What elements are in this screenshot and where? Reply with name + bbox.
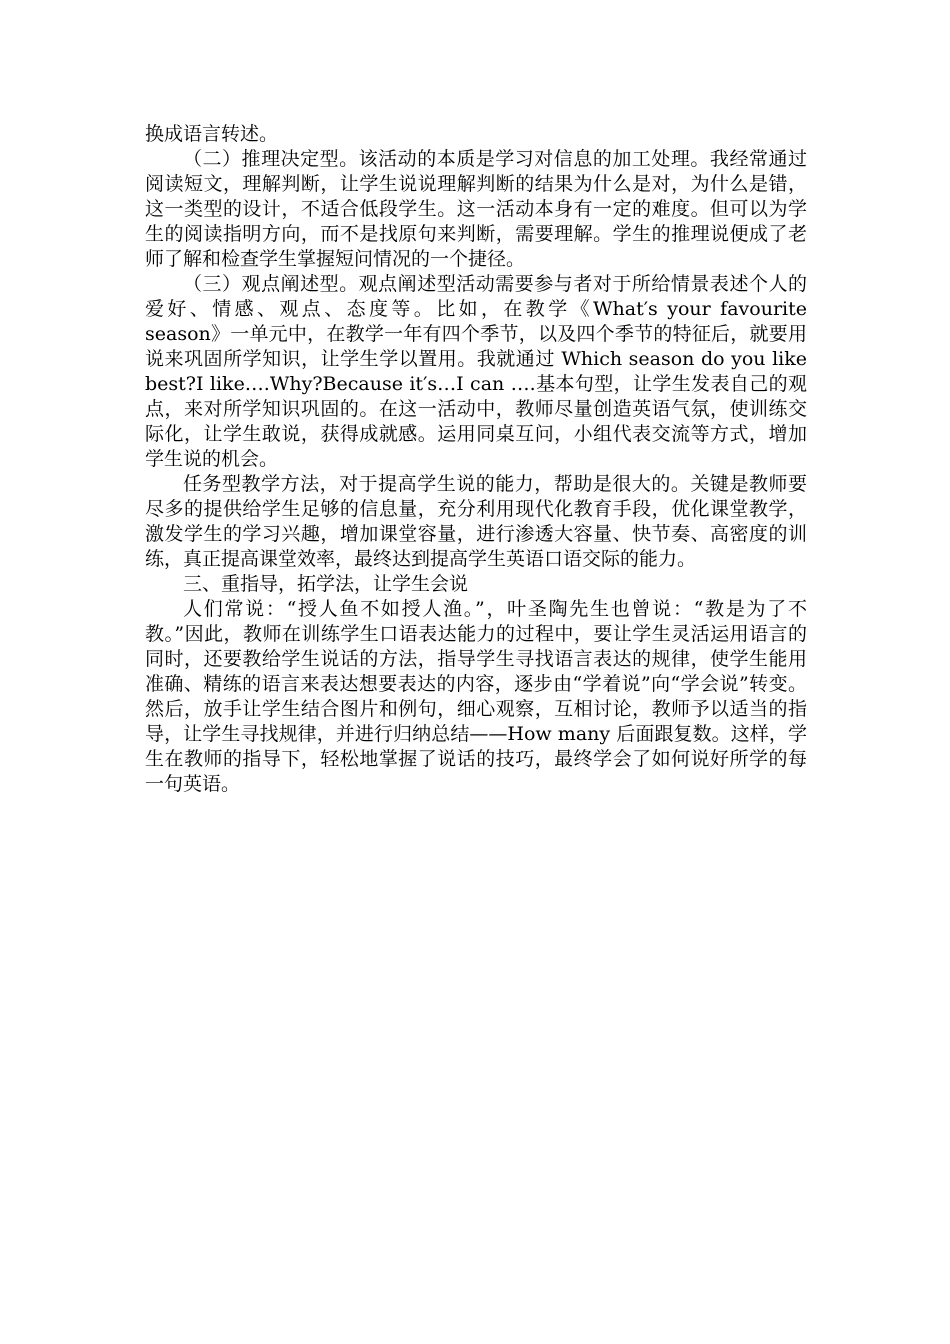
paragraph-4: 任务型教学方法，对于提高学生说的能力，帮助是很大的。关键是教师要尽多的提供给学生足够的信息量，充分利用现代化教育手段，优化课堂教学，激发学生的学习兴趣，增加课堂容量，进行渗透大容量、快节奏、高密度的训练，真正提高课堂效率，最终达到提高学生英语口语交际的能力。: [145, 473, 807, 570]
paragraph-5: 人们常说：“授人鱼不如授人渔。”，叶圣陶先生也曾说：“教是为了不教。”因此，教师在训练学生口语表达能力的过程中，要让学生灵活运用语言的同时，还要教给学生说话的方法，指导学生寻找语言表达的规律，使学生能用准确、精练的语言来表达想要表达的内容，逐步由“学着说”向“学会说”转变。然后，放手让学生结合图片和例句，细心观察，互相讨论，教师予以适当的指导，让学生寻找规律，并进行归纳总结——How many 后面跟复数。这样，学生在教师的指导下，轻松地掌握了说话的技巧，最终学会了如何说好所学的每一句英语。: [145, 598, 807, 795]
paragraph-2: （二）推理决定型。该活动的本质是学习对信息的加工处理。我经常通过阅读短文，理解判断，让学生说说理解判断的结果为什么是对，为什么是错，这一类型的设计，不适合低段学生。这一活动本身有一定的难度。但可以为学生的阅读指明方向，而不是找原句来判断，需要理解。学生的推理说便成了老师了解和检查学生掌握短问情况的一个捷径。: [145, 148, 807, 270]
document-page: [145, 122, 807, 797]
paragraph-3: （三）观点阐述型。观点阐述型活动需要参与者对于所给情景表述个人的爱好、情感、观点、态度等。比如，在教学《What′s your favourite season》一单元中，在教学一年有四个季节，以及四个季节的特征后，就要用说来巩固所学知识，让学生学以置用。我就通过 Which season do you like best?I like….Why?Because it′s…I can ….基本句型，让学生发表自己的观点，来对所学知识巩固的。在这一活动中，教师尽量创造英语气氛，使训练交际化，让学生敢说，获得成就感。运用同桌互问，小组代表交流等方式，增加学生说的机会。: [145, 273, 807, 470]
paragraph-1: 换成语言转述。: [145, 123, 279, 145]
section-heading: 三、重指导，拓学法，让学生会说: [183, 573, 469, 595]
